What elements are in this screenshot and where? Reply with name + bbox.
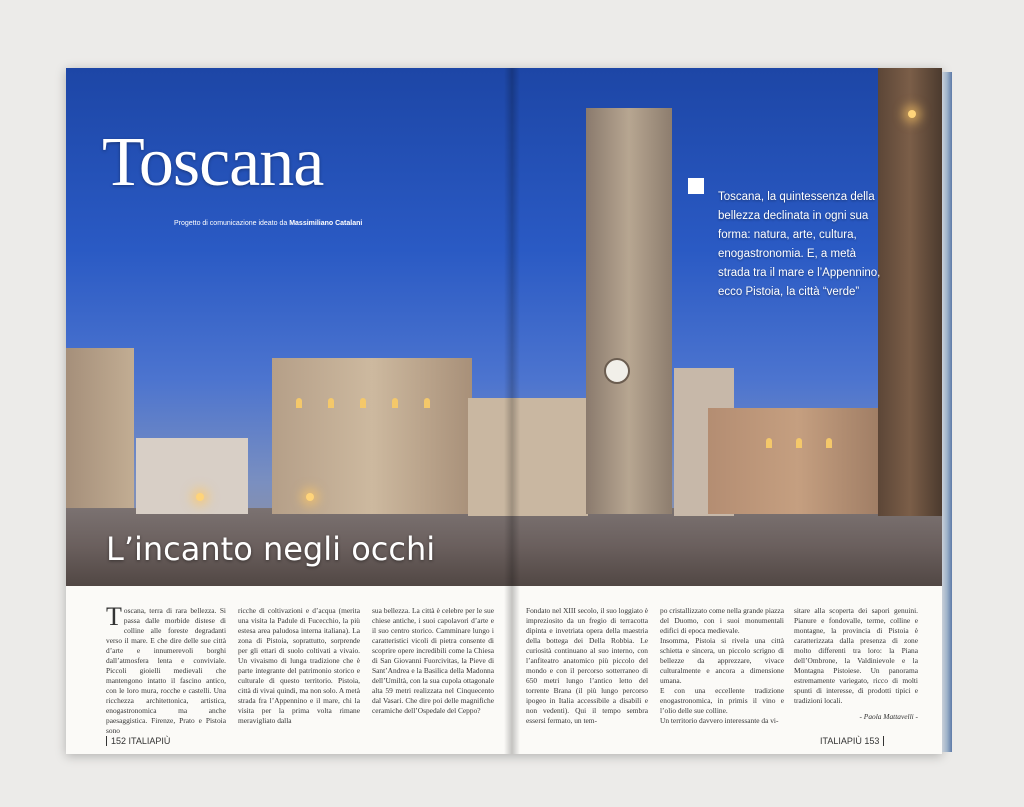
- column-text: ricche di coltivazioni e d’acqua (merita una visita la Padule di Fucecchio, la più estesa area paludosa interna italiana). La zona di Pistoia, soprattutto, sorprende per gli ettari di suolo coltivati a vivaio. Un vivaismo di lunga tradizione che è parte integrante del patrimonio storico e culturale di questo territorio. Pistoia, città di vivai quindi, ma non solo. A metà strada fra l’Appennino e il mare, chi la visita per la prima volta rimane meravigliato dalla: [238, 606, 360, 725]
- headline-subtitle: L’incanto negli occhi: [106, 530, 436, 568]
- magazine-spread: [66, 68, 942, 754]
- street-lamp: [196, 493, 204, 501]
- column-text: po cristallizzato come nella grande piazza del Duomo, con i suoi monumentali edifici di epoca medievale.: [660, 606, 784, 635]
- palazzo-comunale: [272, 358, 472, 514]
- dropcap: T: [106, 602, 122, 631]
- folio-right: ITALIAPIÙ 153: [820, 736, 884, 746]
- lit-window: [392, 398, 398, 408]
- column-text: Fondato nel XIII secolo, il suo loggiato è impreziosito da un fregio di terracotta dipinta e invetriata opera della maestria della bottega dei Della Robbia. Le curiosità continuano al suo interno, con l’anfiteatro anatomico più piccolo del mondo e con il percorso sotterraneo di 650 metri lungo l’antico letto del torrente Brana (il più lungo percorso ipogeo in Italia accessibile a disabili e non vedenti). Qui il tempo sembra essersi fermato, un tem-: [526, 606, 648, 725]
- lit-window: [360, 398, 366, 408]
- headline-title: Toscana: [102, 124, 324, 201]
- body-column-1: [106, 602, 226, 736]
- street-lamp: [306, 493, 314, 501]
- column-text: sua bellezza. La città è celebre per le sue chiese antiche, i suoi capolavori d’arte e il suo centro storico. Camminare lungo i caratteristici vicoli di pietra consente di scoprire opere incredibili come la Chiesa di San Giovanni Fuorcivitas, la Pieve di Sant’Andrea e la Basilica della Madonna dell’Umiltà, con la sua cupola ottagonale alta 59 metri realizzata nel Cinquecento dal Vasari. Che dire poi delle magnifiche ceramiche dell’Ospedale del Ceppo?: [372, 606, 494, 715]
- headline-credit: [174, 220, 362, 227]
- lit-window: [826, 438, 832, 448]
- lit-window: [328, 398, 334, 408]
- body-column-5: [660, 606, 784, 726]
- piazza-photo: [66, 68, 942, 586]
- white-house: [136, 438, 248, 514]
- right-palazzo: [708, 408, 888, 514]
- body-column-4: [526, 606, 648, 726]
- left-building: [66, 348, 134, 508]
- lit-window: [766, 438, 772, 448]
- author-signature: - Paola Mattavelli -: [859, 712, 918, 721]
- credit-prefix: Progetto di comunicazione ideato da: [174, 220, 288, 227]
- body-column-3: [372, 606, 494, 716]
- street-lamp: [908, 110, 916, 118]
- column-text: oscana, terra di rara bellezza. Si passa dalle morbide distese di colline alle foreste degradanti verso il mare. E che dire delle sue città d’arte e innumerevoli borghi dall’atmosfera lenta e conviviale. Piccoli gioielli medievali che mantengono intatto il fascino antico, con le loro mura, rocche e castelli. Una ricchezza architettonica, artistica, enogastronomica ma anche paesaggistica. Firenze, Prato e Pistoia sono: [106, 606, 226, 735]
- folio-left: 152 ITALIAPIÙ: [106, 736, 170, 746]
- intro-text: Toscana, la quintessenza della bellezza declinata in ogni sua forma: natura, arte, cultura, enogastronomia. E, a metà strada tra il mare e l’Appennino, ecco Pistoia, la città “verde”: [718, 191, 881, 298]
- tower-clock: [604, 358, 630, 384]
- page-edge: [942, 72, 952, 752]
- lit-window: [424, 398, 430, 408]
- column-text: Insomma, Pistoia si rivela una città schietta e sincera, un piccolo scrigno di bellezze da apprezzare, vivace culturalmente e ancora a dimensione umana.: [660, 636, 784, 685]
- lit-window: [796, 438, 802, 448]
- body-column-2: [238, 606, 360, 726]
- cathedral-facade: [468, 398, 588, 516]
- column-text: sitare alla scoperta dei sapori genuini. Pianure e fondovalle, terme, colline e montagne, la provincia di Pistoia è caratterizzata dalla presenza di zone molto differenti tra loro: la Piana dell’Ombrone, la Valdinievole e la Montagna Pistoiese. Un panorama estremamente variegato, ricco di molti spunti di interesse, di prodotti tipici e tradizioni locali.: [794, 606, 918, 705]
- lit-window: [296, 398, 302, 408]
- column-text: E con una eccellente tradizione enogastronomica, in primis il vino e l’olio delle sue colline.: [660, 686, 784, 715]
- bell-tower: [586, 108, 672, 514]
- credit-author: Massimiliano Catalani: [289, 220, 363, 227]
- body-column-6: [794, 606, 918, 722]
- intro-square-icon: [688, 178, 704, 194]
- column-text: Un territorio davvero interessante da vi-: [660, 716, 779, 725]
